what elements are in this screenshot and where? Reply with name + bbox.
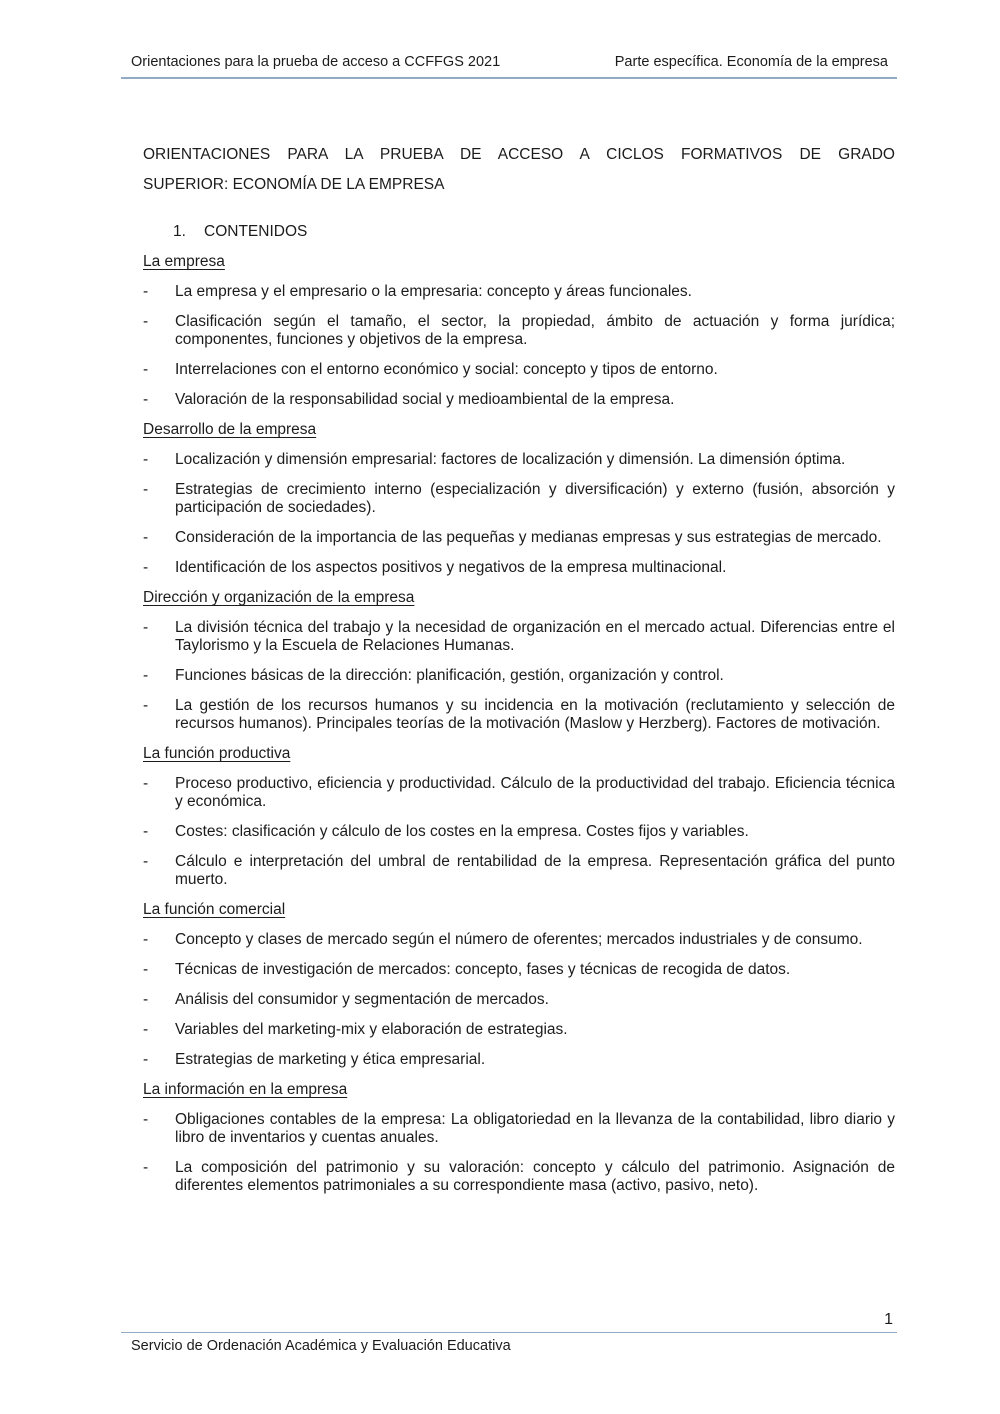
bullet-text: La empresa y el empresario o la empresaria: concepto y áreas funcionales. (175, 283, 692, 300)
bullet-text: Valoración de la responsabilidad social y medioambiental de la empresa. (175, 391, 675, 408)
document-title (143, 140, 895, 200)
bullet-dash: - (143, 1111, 149, 1128)
bullet-text: Análisis del consumidor y segmentación de mercados. (175, 991, 549, 1008)
bullet-text: La división técnica del trabajo y la necesidad de organización en el mercado actual. Diferencias entre el Taylorismo y la Escuela de Relaciones Humanas. (175, 619, 895, 654)
list-item (143, 1159, 895, 1195)
bullet-text: Consideración de la importancia de las pequeñas y medianas empresas y sus estrategias de mercado. (175, 529, 882, 546)
bullet-dash: - (143, 313, 149, 330)
bullet-list (143, 1111, 895, 1195)
bullet-text: Funciones básicas de la dirección: planificación, gestión, organización y control. (175, 667, 724, 684)
bullet-text: Obligaciones contables de la empresa: La obligatoriedad en la llevanza de la contabilidad, libro diario y libro de inventarios y cuentas anuales. (175, 1111, 895, 1146)
bullet-dash: - (143, 529, 149, 546)
list-item (143, 697, 895, 733)
bullet-dash: - (143, 823, 149, 840)
sections-container (143, 253, 895, 1195)
section-heading: La función productiva (143, 745, 291, 762)
list-item (143, 931, 895, 949)
bullet-dash: - (143, 1051, 149, 1068)
content-section (143, 901, 895, 1069)
bullet-text: Interrelaciones con el entorno económico y social: concepto y tipos de entorno. (175, 361, 718, 378)
list-item (143, 619, 895, 655)
bullet-text: Estrategias de marketing y ética empresarial. (175, 1051, 486, 1068)
contents-number: 1. (173, 223, 186, 240)
bullet-dash: - (143, 1021, 149, 1038)
document-body (143, 140, 895, 1195)
bullet-dash: - (143, 1159, 149, 1176)
header-left-text: Orientaciones para la prueba de acceso a CCFFGS 2021 (131, 54, 501, 70)
bullet-dash: - (143, 961, 149, 978)
header-right-text: Parte específica. Economía de la empresa (614, 54, 888, 70)
bullet-list (143, 283, 895, 409)
page-header (121, 53, 897, 79)
section-heading: La empresa (143, 253, 225, 270)
bullet-text: Costes: clasificación y cálculo de los costes en la empresa. Costes fijos y variables. (175, 823, 749, 840)
section-heading: La información en la empresa (143, 1081, 348, 1098)
bullet-text: La composición del patrimonio y su valoración: concepto y cálculo del patrimonio. Asignación de diferentes elementos patrimoniales a su correspondiente masa (activo, pasivo, neto). (175, 1159, 895, 1194)
content-section (143, 589, 895, 733)
bullet-text: Cálculo e interpretación del umbral de rentabilidad de la empresa. Representación gráfica del punto muerto. (175, 853, 895, 888)
content-section (143, 1081, 895, 1195)
list-item (143, 667, 895, 685)
page-number: 1 (884, 1311, 893, 1328)
bullet-dash: - (143, 559, 149, 576)
bullet-text: Proceso productivo, eficiencia y productividad. Cálculo de la productividad del trabajo. Eficiencia técnica y económica. (175, 775, 895, 810)
section-heading: Dirección y organización de la empresa (143, 589, 415, 606)
title-line: SUPERIOR: ECONOMÍA DE LA EMPRESA (143, 176, 445, 193)
list-item (143, 391, 895, 409)
list-item (143, 283, 895, 301)
list-item (143, 481, 895, 517)
bullet-dash: - (143, 391, 149, 408)
list-item (143, 313, 895, 349)
list-item (143, 1111, 895, 1147)
bullet-list (143, 931, 895, 1069)
page-footer (121, 1310, 897, 1355)
contents-heading (143, 222, 895, 241)
bullet-dash: - (143, 451, 149, 468)
bullet-text: Identificación de los aspectos positivos y negativos de la empresa multinacional. (175, 559, 727, 576)
bullet-dash: - (143, 667, 149, 684)
bullet-text: Concepto y clases de mercado según el número de oferentes; mercados industriales y de consumo. (175, 931, 863, 948)
list-item (143, 991, 895, 1009)
bullet-list (143, 451, 895, 577)
list-item (143, 1051, 895, 1069)
footer-text: Servicio de Ordenación Académica y Evaluación Educativa (131, 1338, 511, 1354)
bullet-text: La gestión de los recursos humanos y su incidencia en la motivación (reclutamiento y selección de recursos humanos). Principales teorías de la motivación (Maslow y Herzberg). Factores de motivación. (175, 697, 895, 732)
bullet-dash: - (143, 361, 149, 378)
section-heading: Desarrollo de la empresa (143, 421, 317, 438)
content-section (143, 745, 895, 889)
bullet-dash: - (143, 853, 149, 870)
contents-label: CONTENIDOS (204, 223, 308, 240)
bullet-list (143, 619, 895, 733)
list-item (143, 961, 895, 979)
bullet-text: Técnicas de investigación de mercados: concepto, fases y técnicas de recogida de datos. (175, 961, 791, 978)
list-item (143, 559, 895, 577)
bullet-dash: - (143, 283, 149, 300)
bullet-text: Localización y dimensión empresarial: factores de localización y dimensión. La dimensión óptima. (175, 451, 846, 468)
list-item (143, 823, 895, 841)
bullet-dash: - (143, 931, 149, 948)
bullet-text: Clasificación según el tamaño, el sector, la propiedad, ámbito de actuación y forma jurídica; componentes, funciones y objetivos de la empresa. (175, 313, 895, 348)
content-section (143, 421, 895, 577)
title-line: ORIENTACIONES PARA LA PRUEBA DE ACCESO A CICLOS FORMATIVOS DE GRADO (143, 146, 895, 163)
bullet-dash: - (143, 619, 149, 636)
list-item (143, 853, 895, 889)
bullet-dash: - (143, 481, 149, 498)
bullet-dash: - (143, 991, 149, 1008)
section-heading: La función comercial (143, 901, 286, 918)
bullet-text: Estrategias de crecimiento interno (especialización y diversificación) y externo (fusión, absorción y participación de sociedades). (175, 481, 895, 516)
list-item (143, 1021, 895, 1039)
list-item (143, 529, 895, 547)
list-item (143, 361, 895, 379)
content-section (143, 253, 895, 409)
list-item (143, 775, 895, 811)
bullet-dash: - (143, 697, 149, 714)
bullet-dash: - (143, 775, 149, 792)
list-item (143, 451, 895, 469)
bullet-text: Variables del marketing-mix y elaboración de estrategias. (175, 1021, 568, 1038)
bullet-list (143, 775, 895, 889)
